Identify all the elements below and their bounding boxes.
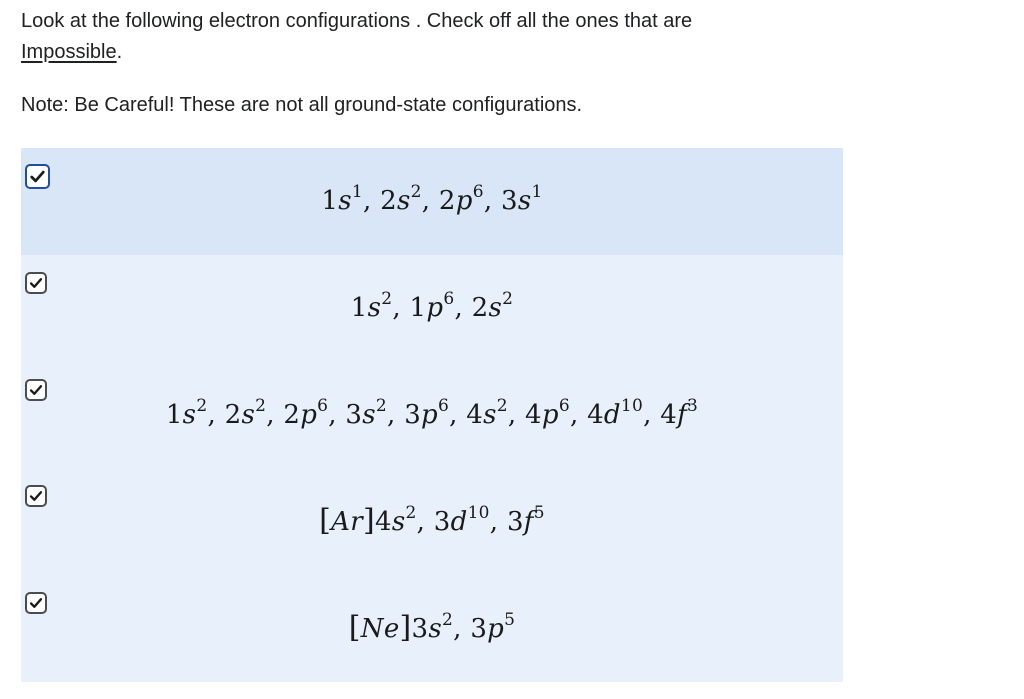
principal-number: 2: [283, 399, 301, 430]
orbital-term: [470, 610, 516, 645]
electron-count: 6: [317, 395, 329, 416]
electron-count: 2: [196, 395, 208, 416]
principal-number: 3: [433, 507, 451, 538]
electron-count: 1: [351, 182, 364, 202]
orbital-term: [404, 395, 450, 430]
answer-options-list: [21, 148, 843, 682]
orbital-term: [283, 395, 329, 430]
electron-count: 2: [255, 395, 267, 416]
electron-count: 2: [405, 503, 417, 524]
answer-option[interactable]: [21, 255, 843, 362]
question-prompt: [21, 6, 841, 68]
question-emphasis: Impossible: [21, 41, 117, 63]
electron-configuration: $1s^1$, $2s^2$, $2p^6$, $3s^1$: [321, 182, 543, 216]
subshell-letter: s: [362, 399, 376, 430]
electron-count: 2: [375, 395, 388, 416]
subshell-letter: p: [300, 399, 318, 430]
subshell-letter: p: [421, 399, 438, 430]
electron-count: 2: [502, 288, 514, 309]
principal-number: 2: [380, 186, 397, 216]
electron-count: 2: [381, 288, 393, 309]
electron-count: 6: [443, 288, 455, 309]
principal-number: 1: [165, 399, 183, 430]
principal-number: 3: [411, 614, 429, 645]
answer-option[interactable]: [21, 362, 843, 469]
orbital-term: [466, 395, 508, 430]
noble-gas-core: Ne: [360, 614, 400, 645]
electron-configuration: $[Ne]3s^2$, $3p^5$: [348, 610, 516, 646]
electron-configuration: $1s^2$, $1p^6$, $2s^2$: [350, 288, 514, 323]
question-note: Note: Be Careful! These are not all ground-state configurations.: [21, 94, 583, 116]
principal-number: 3: [345, 399, 363, 430]
answer-option[interactable]: [21, 468, 843, 575]
principal-number: 4: [466, 399, 484, 430]
principal-number: 4: [587, 399, 604, 430]
subshell-letter: s: [241, 399, 256, 430]
orbital-term: [350, 288, 393, 323]
orbital-term: [587, 395, 644, 430]
electron-count: 1: [531, 182, 543, 202]
orbital-term: [380, 182, 422, 216]
subshell-letter: s: [338, 186, 352, 216]
orbital-term: [375, 503, 417, 538]
principal-number: 1: [409, 292, 427, 323]
subshell-letter: s: [483, 399, 497, 430]
electron-count: 5: [504, 610, 516, 631]
principal-number: 3: [404, 399, 422, 430]
principal-number: 2: [438, 186, 456, 216]
orbital-term: [660, 395, 699, 430]
subshell-letter: p: [426, 292, 444, 323]
electron-count: 6: [472, 182, 484, 202]
subshell-letter: p: [487, 614, 505, 645]
orbital-term: [506, 503, 545, 538]
question-text-end: .: [116, 41, 123, 63]
orbital-term: [438, 182, 484, 216]
electron-count: 2: [442, 610, 454, 631]
answer-option[interactable]: [21, 148, 843, 255]
orbital-term: [409, 288, 455, 323]
subshell-letter: s: [391, 507, 406, 538]
electron-count: 6: [437, 395, 450, 416]
orbital-term: [345, 395, 388, 430]
principal-number: 1: [321, 186, 339, 216]
subshell-letter: f: [677, 399, 688, 430]
orbital-term: [321, 182, 364, 216]
electron-count: 10: [467, 503, 490, 524]
orbital-term: [500, 182, 543, 216]
electron-configuration: $1s^2$, $2s^2$, $2p^6$, $3s^2$, $3p^6$, $4s^2$, $4p^6$, $4d^{10}$, $4f^3$: [165, 395, 699, 430]
principal-number: 3: [470, 614, 488, 645]
principal-number: 4: [525, 399, 542, 430]
principal-number: 2: [471, 292, 489, 323]
noble-gas-core: Ar: [331, 507, 363, 538]
electron-count: 2: [496, 395, 508, 416]
electron-count: 10: [620, 395, 644, 416]
principal-number: 3: [500, 186, 518, 216]
electron-count: 6: [558, 395, 570, 416]
subshell-letter: s: [182, 399, 197, 430]
subshell-letter: s: [517, 186, 532, 216]
subshell-letter: s: [367, 292, 382, 323]
orbital-term: [165, 395, 208, 430]
orbital-term: [525, 395, 570, 430]
orbital-term: [471, 288, 514, 323]
subshell-letter: p: [541, 399, 559, 430]
electron-count: 3: [687, 395, 699, 416]
subshell-letter: p: [455, 186, 473, 216]
question-text: Look at the following electron configurations . Check off all the ones that are: [21, 10, 693, 32]
principal-number: 4: [660, 399, 678, 430]
electron-configuration: $[Ar]4s^2$, $3d^{10}$, $3f^5$: [319, 503, 545, 539]
orbital-term: [411, 610, 454, 645]
subshell-letter: f: [523, 507, 534, 538]
orbital-term: [433, 503, 490, 538]
principal-number: 1: [350, 292, 368, 323]
principal-number: 4: [375, 507, 392, 538]
subshell-letter: s: [397, 186, 411, 216]
principal-number: 2: [224, 399, 242, 430]
principal-number: 3: [506, 507, 524, 538]
electron-count: 5: [533, 503, 545, 524]
electron-count: 2: [410, 182, 422, 202]
subshell-letter: d: [450, 507, 468, 538]
answer-option[interactable]: [21, 575, 843, 682]
orbital-term: [224, 395, 267, 430]
subshell-letter: s: [428, 614, 443, 645]
subshell-letter: s: [488, 292, 503, 323]
subshell-letter: d: [603, 399, 621, 430]
